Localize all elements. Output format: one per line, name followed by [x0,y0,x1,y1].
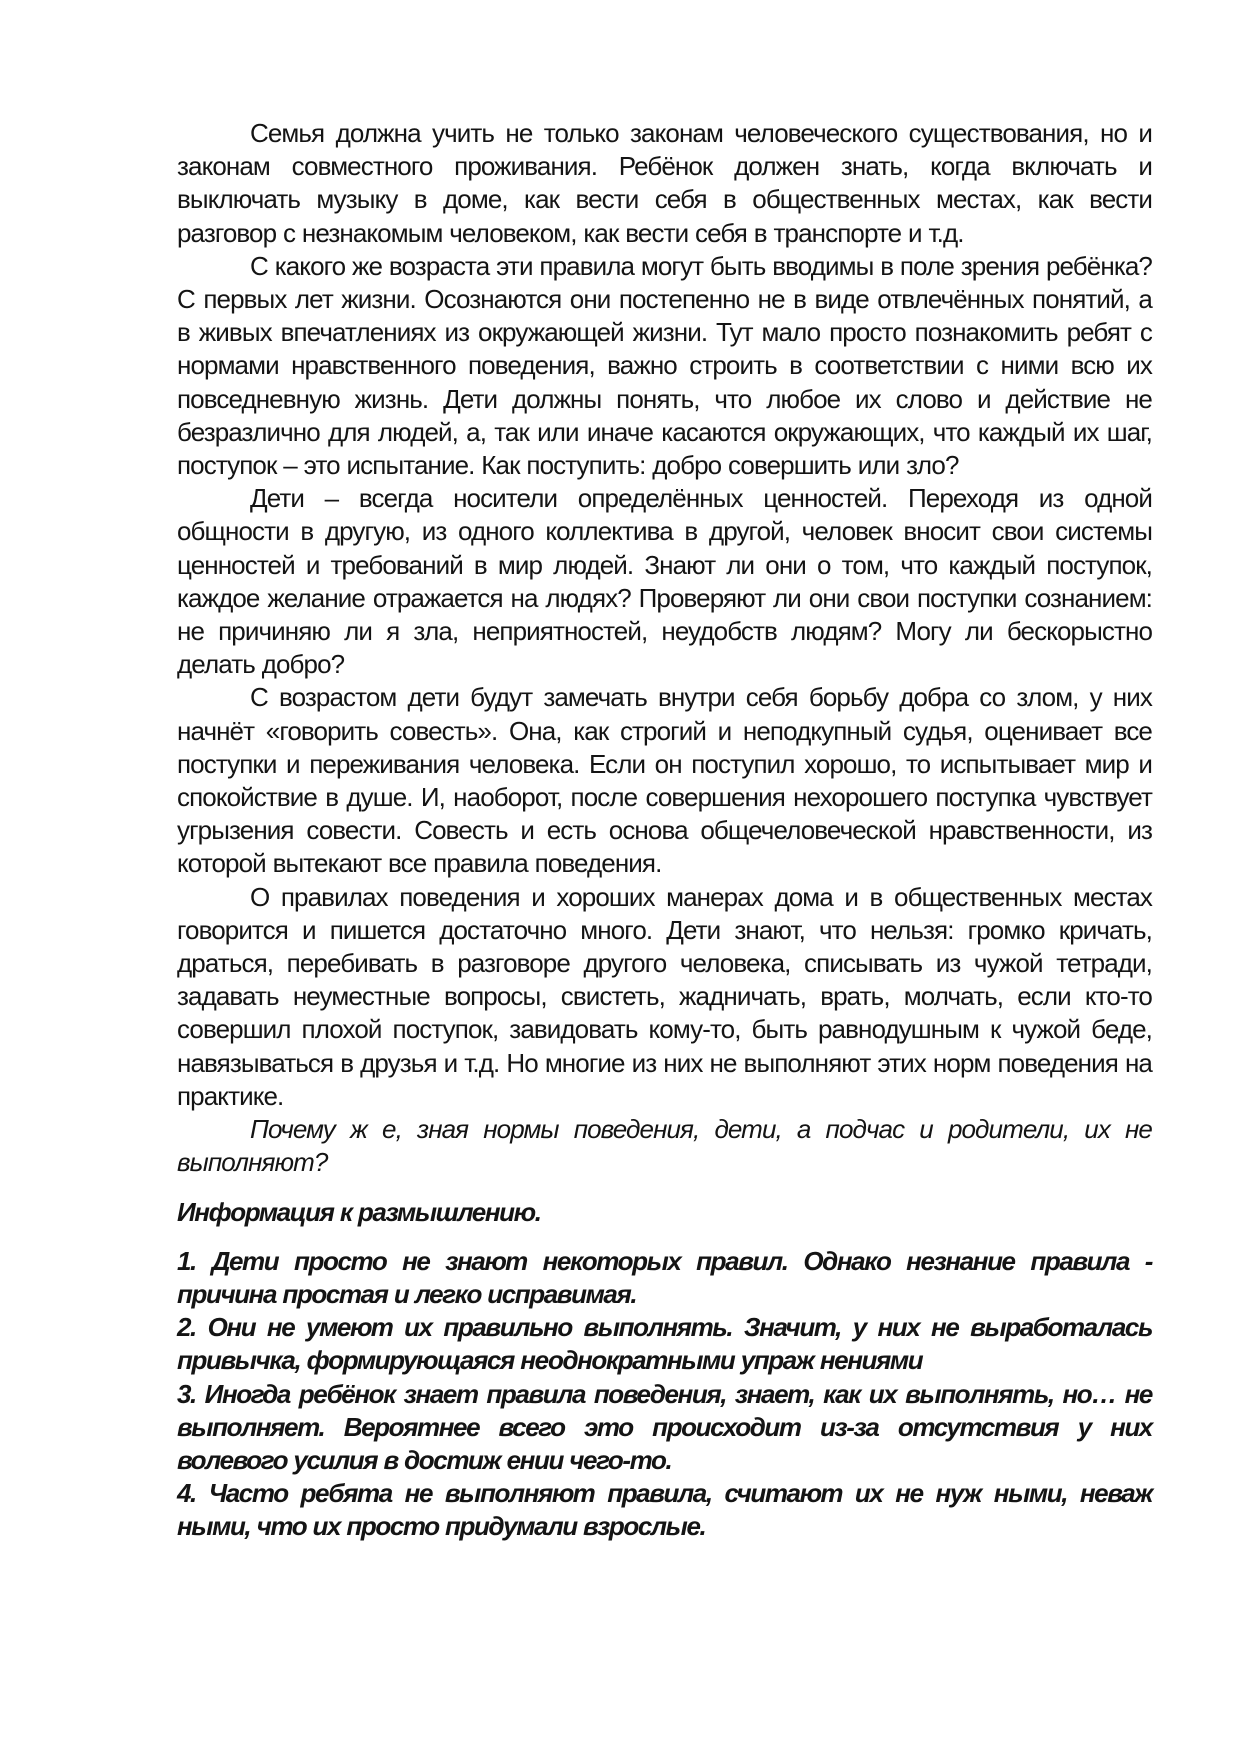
reasons-list [177,1245,1152,1544]
list-item: 1. Дети просто не знают некоторых правил. Однако незнание правила - причина простая и легко исправимая. [177,1245,1152,1309]
list-item: 3. Иногда ребёнок знает правила поведения, знает, как их выполнять, но… не выполняет. Вероятнее всего это происходит из-за отсутствия у них волевого усилия в достиж ении чего-то. [177,1378,1152,1475]
list-item: 4. Часто ребята не выполняют правила, считают их не нуж ными, неваж ными, что их просто придумали взрослые. [177,1478,1152,1542]
paragraph: С какого же возраста эти правила могут быть вводимы в поле зрения ребёнка? С первых лет жизни. Осознаются они постепенно не в виде отвлечённых понятий, а в живых впечатлениях из окружающей жизни. Тут мало просто познакомить ребят с нормами нравственного поведения, важно строить в соответствии с ними всю их повседневную жизнь. Дети должны понять, что любое их слово и действие не безразлично для людей, а, так или иначе касаются окружающих, что каждый их шаг, поступок – это испытание. Как поступить: добро совершить или зло? [177,250,1152,481]
document-page [177,117,1152,1544]
list-item: 2. Они не умеют их правильно выполнять. Значит, у них не выработалась привычка, формирующаяся неоднократными упраж нениями [177,1312,1152,1376]
paragraph: Семья должна учить не только законам человеческого существования, но и законам совместного проживания. Ребёнок должен знать, когда включать и выключать музыку в доме, как вести себя в общественных местах, как вести разговор с незнакомым человеком, как вести себя в транспорте и т.д. [177,118,1152,248]
paragraph: О правилах поведения и хороших манерах дома и в общественных местах говорится и пишется достаточно много. Дети знают, что нельзя: громко кричать, драться, перебивать в разговоре другого человека, списывать из чужой тетради, задавать неуместные вопросы, свистеть, жадничать, врать, молчать, если кто-то совершил плохой поступок, завидовать кому-то, быть равнодушным к чужой беде, навязываться в друзья и т.д. Но многие из них не выполняют этих норм поведения на практике. [177,881,1152,1111]
paragraph: Дети – всегда носители определённых ценностей. Переходя из одной общности в другую, из одного коллектива в другой, человек вносит свои системы ценностей и требований в мир людей. Знают ли они о том, что каждый поступок, каждое желание отражается на людях? Проверяют ли они свои поступки сознанием: не причиняю ли я зла, неприятностей, неудобств людям? Могу ли бескорыстно делать добро? [177,483,1152,680]
section-heading: Информация к размышлению. [177,1196,541,1227]
question-paragraph: Почему ж е, зная нормы поведения, дети, а подчас и родители, их не выполняют? [177,1114,1152,1178]
paragraph: С возрастом дети будут замечать внутри себя борьбу добра со злом, у них начнёт «говорить совесть». Она, как строгий и неподкупный судья, оценивает все поступки и переживания человека. Если он поступил хорошо, то испытывает мир и спокойствие в душе. И, наоборот, после совершения нехорошего поступка чувствует угрызения совести. Совесть и есть основа общечеловеческой нравственности, из которой вытекают все правила поведения. [177,682,1152,879]
